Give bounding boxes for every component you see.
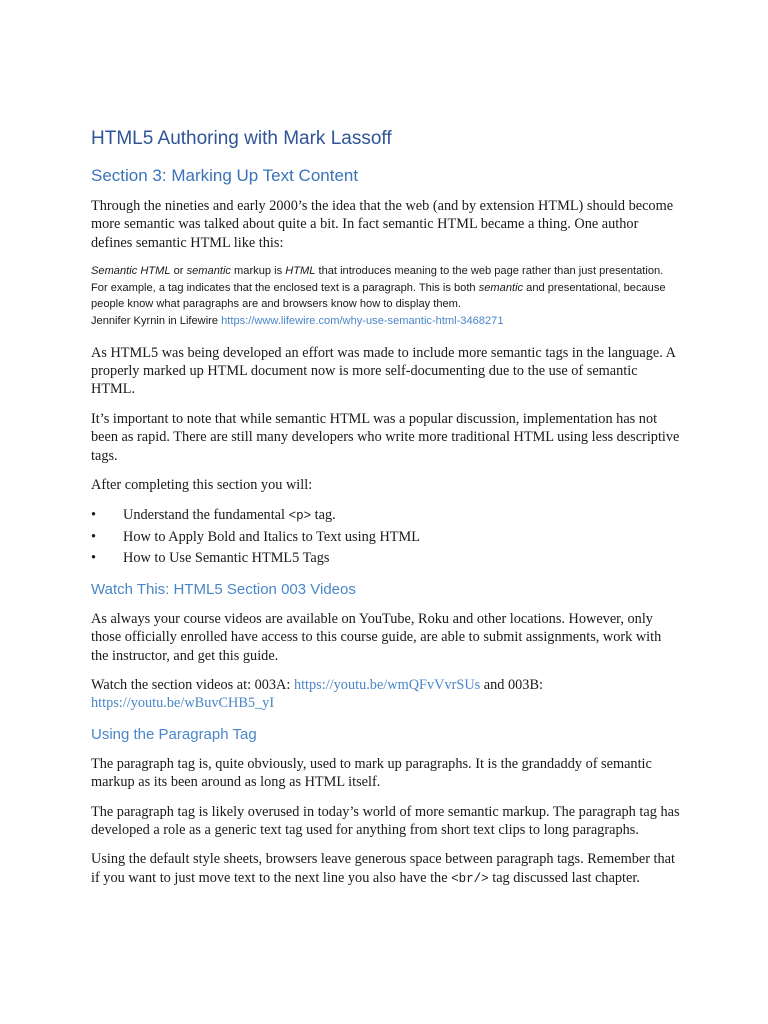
watch-paragraph: As always your course videos are available on YouTube, Roku and other locations. However, only those officially enrolled have access to this course guide, are able to submit assignments, work with the instructor, and get this guide. [91, 610, 662, 664]
quote-text: and presentational, because people know what paragraphs are and browsers know how to display them. [91, 281, 666, 311]
video-003b-link[interactable]: https://youtu.be/wBuvCHB5_yI [91, 695, 275, 712]
watch-links-prefix: Watch the section videos at: 003A: [91, 677, 294, 694]
paragraph-tag-p3-text: tag discussed last chapter. [488, 869, 640, 886]
paragraph-tag-p3-text: Using the default style sheets, browsers leave generous space between paragraph tags. Remember that if you want to just move text to the next line you also have the [91, 851, 675, 886]
document-page [91, 126, 681, 899]
list-item-text: How to Apply Bold and Italics to Text using HTML [123, 529, 420, 546]
watch-links-paragraph [91, 676, 681, 713]
intro-paragraph: Through the nineties and early 2000’s the idea that the web (and by extension HTML) should become more semantic was talked about quite a bit. In fact semantic HTML became a thing. One author defines semantic HTML like this: [91, 198, 674, 251]
quote-term: HTML [285, 265, 316, 278]
section-heading: Section 3: Marking Up Text Content [91, 166, 359, 185]
quote-term: semantic [186, 265, 231, 278]
paragraph-tag-p1: The paragraph tag is, quite obviously, used to mark up paragraphs. It is the grandaddy of semantic markup as its been around as long as HTML itself. [91, 755, 652, 791]
br-tag-code: <br/> [451, 871, 489, 886]
list-item-text: How to Use Semantic HTML5 Tags [123, 550, 330, 567]
list-item [91, 505, 681, 527]
important-paragraph: It’s important to note that while semantic HTML was a popular discussion, implementation has not been as rapid. There are still many developers who write more traditional HTML using less descriptive tags. [91, 410, 680, 464]
list-item [91, 527, 681, 548]
video-003a-link[interactable]: https://youtu.be/wmQFvVvrSUs [293, 677, 481, 694]
paragraph-tag-p2: The paragraph tag is likely overused in today’s world of more semantic markup. The paragraph tag has developed a role as a generic text tag used for anything from short text clips to long paragraphs. [91, 803, 680, 839]
list-item-text: tag. [311, 507, 336, 524]
watch-links-middle: and 003B: [480, 677, 543, 694]
semantic-html-quote [91, 263, 681, 329]
quote-text: markup is [230, 265, 286, 278]
objectives-list [91, 505, 681, 568]
paragraph-tag-p3 [91, 850, 681, 888]
paragraph-tag-heading: Using the Paragraph Tag [91, 725, 257, 743]
list-item [91, 548, 681, 569]
p-tag-code: <p> [288, 509, 312, 524]
lifewire-link[interactable]: https://www.lifewire.com/why-use-semantic-html-3468271 [221, 315, 504, 327]
bullet-icon: • [91, 507, 97, 524]
html5-paragraph: As HTML5 was being developed an effort was made to include more semantic tags in the language. A properly marked up HTML document now is more self-documenting due to the use of semantic HTML. [91, 344, 676, 398]
bullet-icon: • [91, 550, 97, 567]
quote-term: Semantic HTML [91, 265, 171, 278]
objectives-intro: After completing this section you will: [91, 477, 313, 494]
document-title: HTML5 Authoring with Mark Lassoff [91, 128, 392, 149]
bullet-icon: • [91, 529, 97, 546]
quote-text: that introduces meaning to the web page rather than just presentation. For example, a tag indicates that the enclosed text is a paragraph. This is both [91, 265, 664, 294]
quote-term: semantic [478, 281, 524, 294]
watch-heading: Watch This: HTML5 Section 003 Videos [91, 580, 356, 598]
quote-attribution: Jennifer Kyrnin in Lifewire [91, 315, 222, 327]
list-item-text: Understand the fundamental [123, 507, 289, 524]
quote-text: or [170, 265, 187, 278]
